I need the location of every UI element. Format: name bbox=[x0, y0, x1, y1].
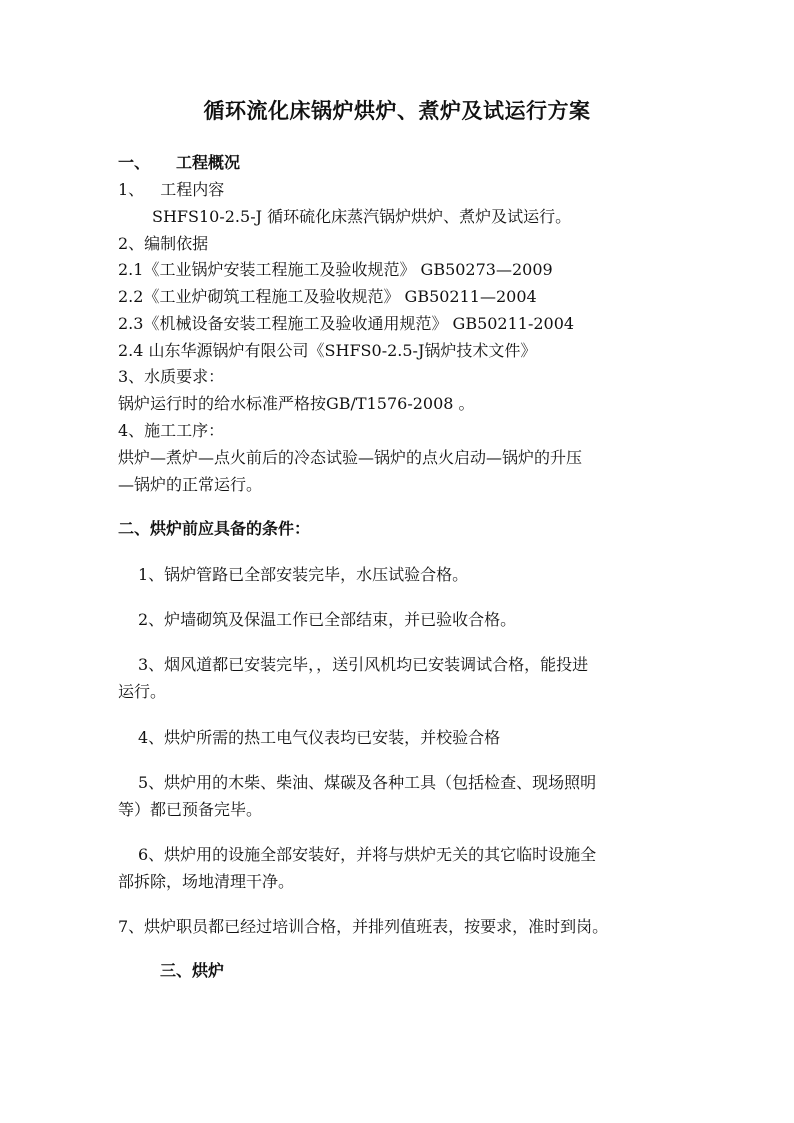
item3-body: 锅炉运行时的给水标准严格按GB/T1576-2008 。 bbox=[118, 394, 475, 413]
section2-heading: 二、烘炉前应具备的条件： bbox=[118, 519, 311, 538]
item2-heading: 2、编制依据 bbox=[118, 234, 209, 253]
section1-heading bbox=[118, 153, 240, 173]
condition-3-line2: 运行。 bbox=[118, 682, 167, 701]
reference-2: 2.2《工业炉砌筑工程施工及验收规范》 GB50211—2004 bbox=[118, 287, 537, 306]
condition-6-line2: 部拆除，场地清理干净。 bbox=[118, 872, 295, 891]
condition-5-line1: 5、烘炉用的木柴、柴油、煤碳及各种工具（包括检查、现场照明 bbox=[138, 773, 597, 792]
item4-body-line1: 烘炉—煮炉—点火前后的冷态试验—锅炉的点火启动—锅炉的升压 bbox=[118, 448, 583, 467]
section3-heading: 三、烘炉 bbox=[160, 961, 225, 980]
condition-3-line1: 3、烟风道都已安装完毕，，送引风机均已安装调试合格，能投进 bbox=[138, 655, 589, 674]
item4-body-line2: —锅炉的正常运行。 bbox=[118, 475, 263, 494]
condition-5-line2: 等）都已预备完毕。 bbox=[118, 800, 263, 819]
condition-4: 4、烘炉所需的热工电气仪表均已安装，并校验合格 bbox=[138, 728, 501, 747]
reference-3: 2.3《机械设备安装工程施工及验收通用规范》 GB50211-2004 bbox=[118, 314, 575, 333]
document-title: 循环流化床锅炉烘炉、煮炉及试运行方案 bbox=[203, 98, 591, 123]
condition-7: 7、烘炉职员都已经过培训合格，并排列值班表，按要求，准时到岗。 bbox=[118, 917, 609, 936]
item1-heading bbox=[118, 180, 224, 200]
item3-heading: 3、水质要求： bbox=[118, 367, 225, 386]
section1-heading-num: 一、 bbox=[118, 153, 151, 172]
section1-heading-text: 工程概况 bbox=[176, 153, 241, 172]
item1-body: SHFS10-2.5-J 循环硫化床蒸汽锅炉烘炉、煮炉及试运行。 bbox=[152, 207, 572, 226]
item1-num: 1、 bbox=[118, 180, 145, 199]
item4-heading: 4、施工工序： bbox=[118, 421, 225, 440]
reference-1: 2.1《工业锅炉安装工程施工及验收规范》 GB50273—2009 bbox=[118, 260, 553, 279]
condition-1: 1、锅炉管路已全部安装完毕，水压试验合格。 bbox=[138, 565, 469, 584]
reference-4: 2.4 山东华源锅炉有限公司《SHFS0-2.5-J锅炉技术文件》 bbox=[118, 341, 537, 360]
item1-text: 工程内容 bbox=[160, 180, 225, 199]
condition-6-line1: 6、烘炉用的设施全部安装好，并将与烘炉无关的其它临时设施全 bbox=[138, 845, 597, 864]
condition-2: 2、炉墙砌筑及保温工作已全部结束，并已验收合格。 bbox=[138, 610, 517, 629]
